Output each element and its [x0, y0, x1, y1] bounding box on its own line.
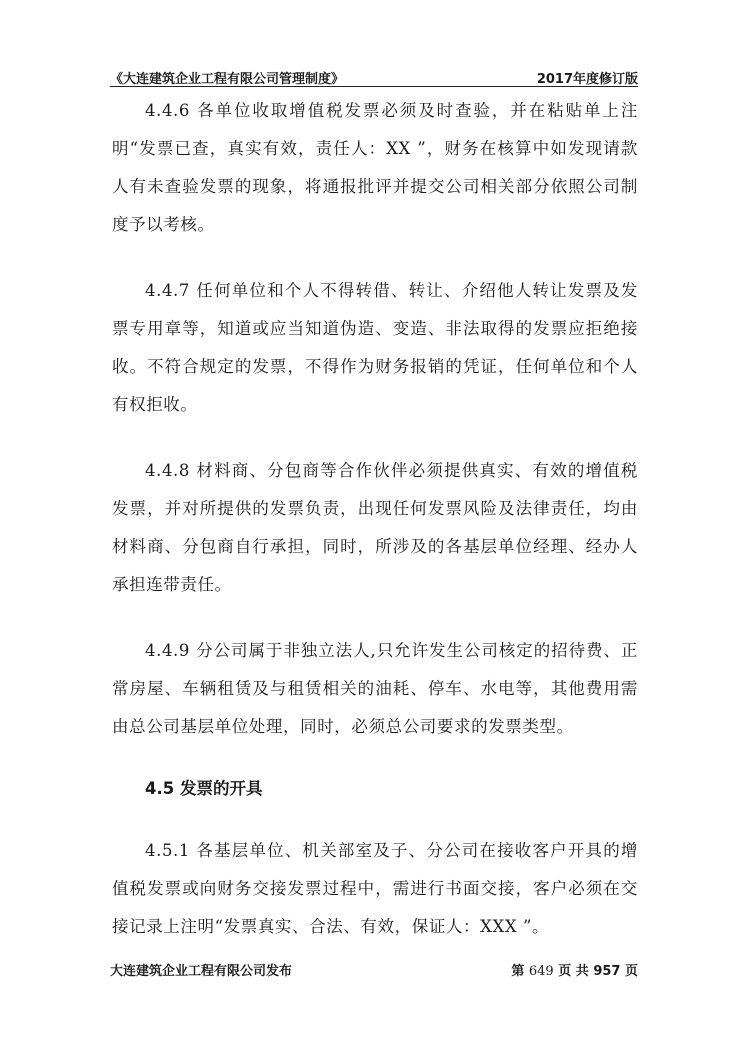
- footer-publisher: 大连建筑企业工程有限公司发布: [110, 964, 293, 979]
- total-pages: 957: [593, 964, 621, 979]
- header-edition: 2017年度修订版: [536, 72, 638, 87]
- section-heading-4-5: 4.5 发票的开具: [145, 779, 263, 798]
- page-header: [110, 64, 638, 87]
- page-footer: [110, 960, 638, 980]
- paragraph-4-4-6: 4.4.6 各单位收取增值税发票必须及时查验，并在粘贴单上注明“发票已查，真实有效，责任人：XX ”，财务在核算中如发现请款人有未查验发票的现象，将通报批评并提交公司相关部分依照公司制度予以考核。: [112, 101, 638, 234]
- page-prefix: 第: [511, 964, 525, 979]
- page-suffix: 页: [624, 964, 638, 979]
- header-title: 《大连建筑企业工程有限公司管理制度》: [110, 72, 345, 87]
- paragraph-4-4-7: 4.4.7 任何单位和个人不得转借、转让、介绍他人转让发票及发票专用章等，知道或应当知道伪造、变造、非法取得的发票应拒绝接收。不符合规定的发票，不得作为财务报销的凭证，任何单位和个人有权拒收。: [112, 281, 638, 414]
- paragraph-4-4-9: 4.4.9 分公司属于非独立法人,只允许发生公司核定的招待费、正常房屋、车辆租赁及与租赁相关的油耗、停车、水电等，其他费用需由总公司基层单位处理，同时，必须总公司要求的发票类型。: [112, 641, 638, 736]
- page-number: 649: [528, 964, 554, 979]
- page-mid: 页 共: [558, 964, 589, 979]
- paragraph-4-4-8: 4.4.8 材料商、分包商等合作伙伴必须提供真实、有效的增值税发票，并对所提供的发票负责，出现任何发票风险及法律责任，均由材料商、分包商自行承担，同时，所涉及的各基层单位经理、经办人承担连带责任。: [112, 461, 638, 594]
- paragraph-4-5-1: 4.5.1 各基层单位、机关部室及子、分公司在接收客户开具的增值税发票或向财务交接发票过程中，需进行书面交接，客户必须在交接记录上注明“发票真实、合法、有效，保证人：XXX ”。: [112, 841, 638, 936]
- document-body: [112, 92, 638, 946]
- footer-page-info: [511, 960, 638, 979]
